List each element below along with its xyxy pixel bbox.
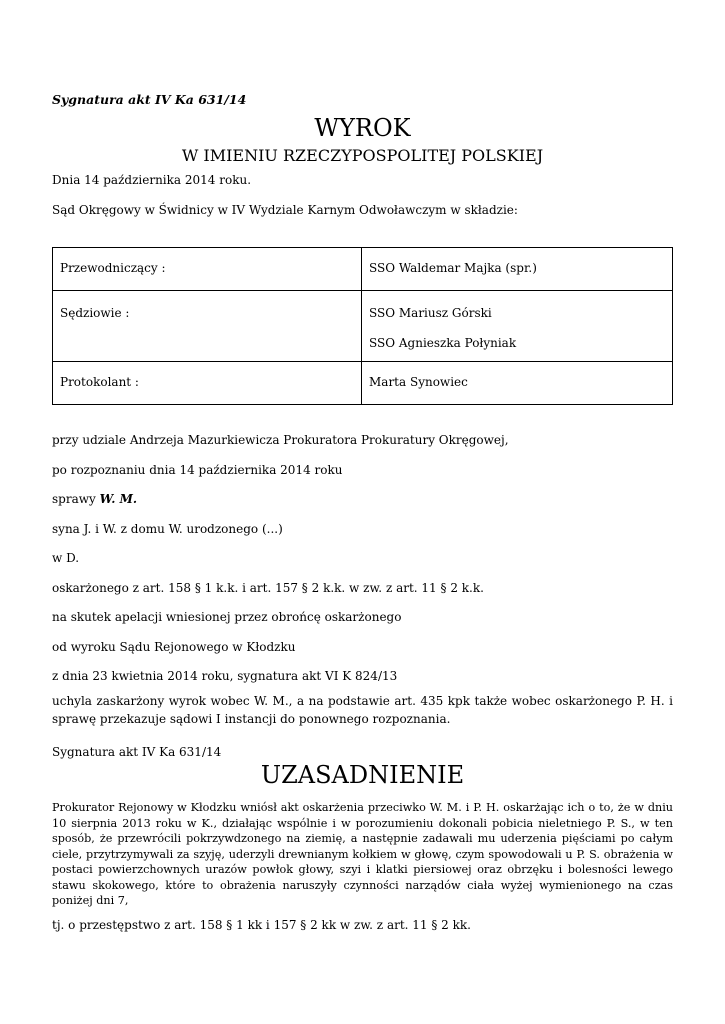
chair-value: SSO Waldemar Majka (spr.) [362,248,673,291]
judge-1: SSO Mariusz Górski [369,306,492,320]
case-line [52,491,137,507]
table-row [53,291,673,362]
chair-label: Przewodniczący : [53,248,362,291]
defendant-name: W. M. [99,492,138,506]
case-signature-repeat: Sygnatura akt IV Ka 631/14 [52,745,222,759]
review-date: po rozpoznaniu dnia 14 października 2014 roku [52,463,343,477]
court-panel-table [52,247,673,405]
case-signature: Sygnatura akt IV Ka 631/14 [52,92,247,107]
article-line: tj. o przestępstwo z art. 158 § 1 kk i 157 § 2 kk w zw. z art. 11 § 2 kk. [52,918,471,932]
lower-judgment-date: z dnia 23 kwietnia 2014 roku, sygnatura akt VI K 824/13 [52,669,398,683]
table-row [53,362,673,405]
court-composition: Sąd Okręgowy w Świdnicy w IV Wydziale Karnym Odwoławczym w składzie: [52,203,518,217]
judges-cell [362,291,673,362]
justification-paragraph: Prokurator Rejonowy w Kłodzku wniósł akt oskarżenia przeciwko W. M. i P. H. oskarżając ich o to, że w dniu 10 sierpnia 2013 roku w K., działając wspólnie i w porozumieniu dokonali pobicia nieletniego P. S., w ten sposób, że przewrócili pokrzywdzonego na ziemię, a następnie zadawali mu uderzenia pięściami po całym ciele, przytrzymywali za szyję, uderzyli drewnianym kołkiem w głowę, czym spowodowali u P. S. obrażenia w postaci powierzchownych urazów powłok głowy, szyi i klatki piersiowej oraz obrzęku i bolesności lewego stawu skokowego, które to obrażenia naruszyły czynności narządów ciała wyżej wymienionego na czas poniżej dni 7, [52,801,673,907]
ruling-paragraph: uchyla zaskarżony wyrok wobec W. M., a na podstawie art. 435 kpk także wobec oskarżonego P. H. i sprawę przekazuje sądowi I instancji do ponownego rozpoznania. [52,694,673,726]
prosecutor-participation: przy udziale Andrzeja Mazurkiewicza Prokuratora Prokuratury Okręgowej, [52,433,509,447]
judge-2: SSO Agnieszka Połyniak [369,336,517,350]
document-subtitle: W IMIENIU RZECZYPOSPOLITEJ POLSKIEJ [181,146,544,165]
appeal-line: na skutek apelacji wniesionej przez obrońcę oskarżonego [52,610,402,624]
clerk-value: Marta Synowiec [362,362,673,405]
defendant-parents: syna J. i W. z domu W. urodzonego (...) [52,522,283,536]
charges: oskarżonego z art. 158 § 1 k.k. i art. 157 § 2 k.k. w zw. z art. 11 § 2 k.k. [52,581,484,595]
judgment-date: Dnia 14 października 2014 roku. [52,173,252,187]
case-prefix: sprawy [52,492,100,506]
clerk-label: Protokolant : [53,362,362,405]
document-title: WYROK [314,114,411,142]
justification-heading: UZASADNIENIE [260,761,465,789]
lower-court-judgment: od wyroku Sądu Rejonowego w Kłodzku [52,640,296,654]
defendant-place: w D. [52,551,80,565]
judges-label: Sędziowie : [53,291,362,362]
table-row [53,248,673,291]
